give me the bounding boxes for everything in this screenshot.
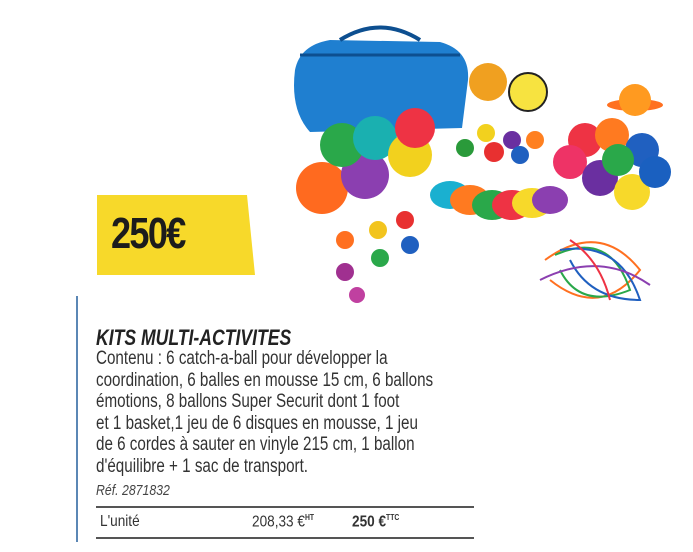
ttc-suffix: TTC — [386, 513, 400, 522]
product-description — [96, 348, 472, 477]
transport-bag — [294, 28, 468, 133]
super-securit-balls — [553, 118, 671, 210]
accent-divider — [76, 296, 78, 542]
basket-and-foot — [469, 63, 547, 111]
price-badge-label: 250€ — [111, 209, 185, 258]
price-ttc — [352, 513, 399, 531]
description-line: émotions, 8 ballons Super Securit dont 1 foot — [96, 391, 400, 412]
description-line: et 1 basket,1 jeu de 6 disques en mousse, 1 jeu — [96, 412, 418, 434]
ht-suffix: HT — [304, 513, 315, 522]
product-reference: Réf. 2871832 — [96, 482, 170, 499]
description-line: coordination, 6 balles en mousse 15 cm, 6 ballons — [96, 369, 434, 391]
price-row — [96, 510, 474, 536]
price-ttc-value: 250 € — [352, 513, 387, 531]
description-line: de 6 cordes à sauter en vinyle 215 cm, 1 ballon — [96, 434, 415, 455]
catch-a-ball-set — [336, 211, 419, 303]
table-bottom-rule — [96, 537, 474, 539]
table-top-rule — [96, 506, 474, 508]
emotion-balls — [456, 124, 544, 164]
price-badge — [97, 195, 255, 275]
price-ht — [252, 513, 314, 531]
jump-ropes — [540, 240, 650, 300]
balance-ball — [607, 84, 663, 116]
unit-label: L'unité — [100, 513, 140, 530]
product-title: KITS MULTI-ACTIVITES — [96, 325, 292, 350]
price-ht-value: 208,33 € — [252, 513, 305, 531]
description-line: Contenu : 6 catch-a-ball pour développer la — [96, 348, 388, 369]
foam-discs — [430, 181, 568, 220]
description-line: d'équilibre + 1 sac de transport. — [96, 455, 309, 477]
